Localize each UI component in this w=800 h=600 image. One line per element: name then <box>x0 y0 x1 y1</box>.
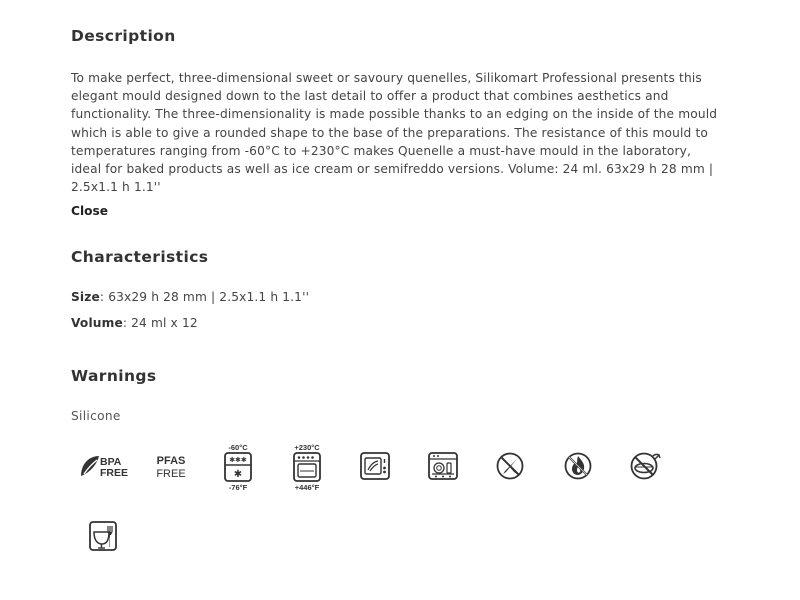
oven-icon <box>275 438 339 494</box>
description-heading: Description <box>71 27 176 45</box>
no-grill-icon <box>614 438 678 494</box>
size-value: : 63x29 h 28 mm | 2.5x1.1 h 1.1'' <box>99 290 310 304</box>
pfas-text: PFAS <box>156 455 186 467</box>
svg-text:✱: ✱ <box>233 469 243 480</box>
characteristics-heading: Characteristics <box>71 248 209 266</box>
freezer-icon <box>206 438 270 494</box>
pfas-free-text: FREE <box>156 468 186 480</box>
food-safe-icon <box>71 508 135 564</box>
svg-text:✱✱✱: ✱✱✱ <box>229 456 247 464</box>
warnings-heading: Warnings <box>71 367 157 385</box>
volume-value: : 24 ml x 12 <box>122 316 198 330</box>
freezer-min-celsius: -60°C <box>228 443 248 452</box>
close-description-link[interactable]: Close <box>71 204 109 218</box>
no-direct-flame-icon <box>546 438 610 494</box>
material-text: Silicone <box>71 409 121 423</box>
free-text: FREE <box>100 467 129 479</box>
oven-max-celsius: +230°C <box>294 443 320 452</box>
size-label: Size <box>71 290 100 304</box>
volume-label: Volume <box>71 316 123 330</box>
bpa-free-icon <box>71 438 135 494</box>
pfas-free-icon <box>139 438 203 494</box>
characteristic-volume <box>71 316 198 330</box>
description-text: To make perfect, three-dimensional sweet or savoury quenelles, Silikomart Professional presents this elegant mould designed down to the last detail to offer a product that combines aesthetics and functionality. The three-dimensionality is made possible thanks to an edging on the inside of the mould which is able to give a rounded shape to the base of the preparations. The resistance of this mould to temperatures ranging from -60°C to +230°C makes Quenelle a must-have mould in the laboratory, ideal for baked products as well as ice cream or semifreddo versions. Volume: 24 ml. 63x29 h 28 mm | 2.5x1.1 h 1.1'' <box>71 71 718 195</box>
characteristic-size <box>71 290 309 304</box>
dishwasher-icon <box>411 438 475 494</box>
oven-max-fahrenheit: +446°F <box>294 483 320 491</box>
bpa-text: BPA <box>100 456 122 468</box>
microwave-icon <box>343 438 407 494</box>
freezer-min-fahrenheit: -76°F <box>228 483 248 491</box>
no-sharp-tools-icon <box>478 438 542 494</box>
